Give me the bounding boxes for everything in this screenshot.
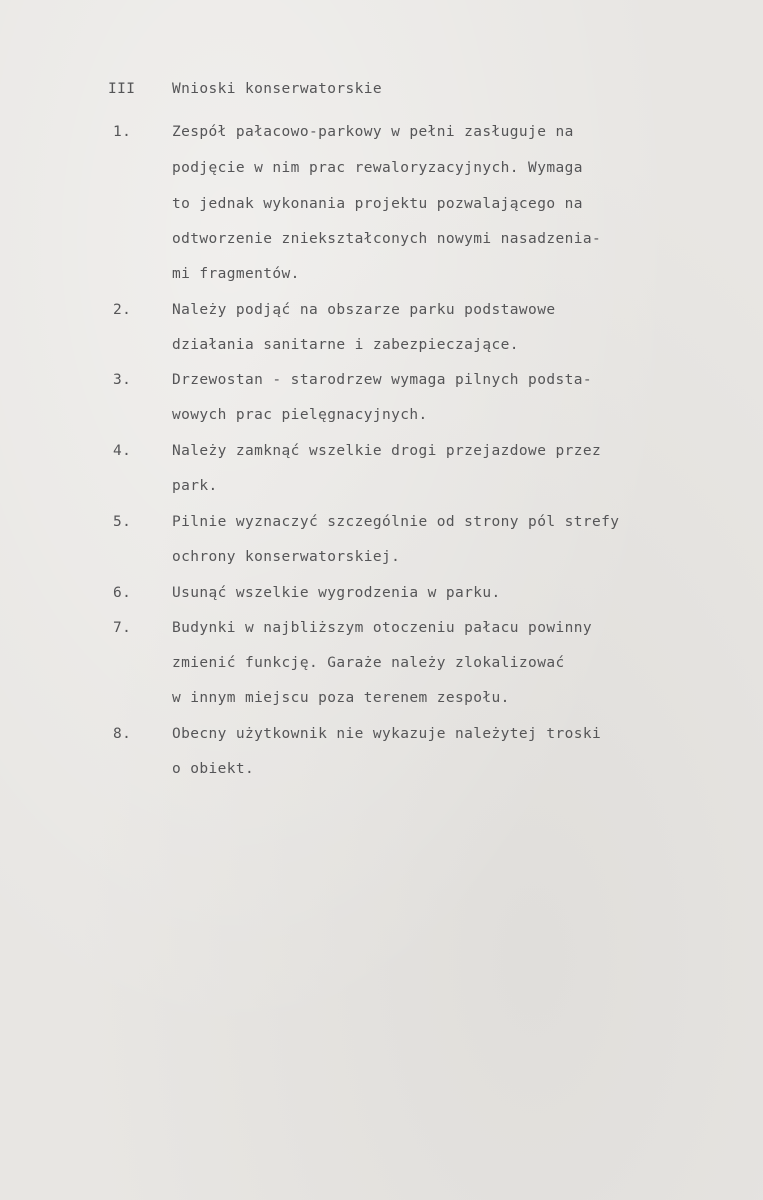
item-number: 7. — [113, 620, 132, 636]
item-text-line: w innym miejscu poza terenem zespołu. — [172, 690, 510, 706]
item-text-line: to jednak wykonania projektu pozwalającego na — [172, 196, 583, 212]
item-text-line: Należy podjąć na obszarze parku podstawowe — [172, 302, 556, 318]
item-text-line: Należy zamknąć wszelkie drogi przejazdowe przez — [172, 443, 602, 459]
item-text-line: Drzewostan - starodrzew wymaga pilnych podsta- — [172, 372, 592, 388]
item-text-line: Obecny użytkownik nie wykazuje należytej troski — [172, 726, 602, 742]
item-number: 3. — [113, 372, 132, 388]
item-text-line: o obiekt. — [172, 761, 255, 777]
item-text-line: Usunąć wszelkie wygrodzenia w parku. — [172, 585, 501, 601]
item-text-line: ochrony konserwatorskiej. — [172, 549, 401, 565]
item-text-line: Zespół pałacowo-parkowy w pełni zasługuje na — [172, 124, 574, 140]
item-text-line: park. — [172, 478, 218, 494]
item-text-line: działania sanitarne i zabezpieczające. — [172, 337, 519, 353]
item-text-line: wowych prac pielęgnacyjnych. — [172, 407, 428, 423]
item-number: 4. — [113, 443, 132, 459]
item-number: 1. — [113, 124, 132, 140]
section-number: III — [108, 81, 136, 97]
item-number: 2. — [113, 302, 132, 318]
item-text-line: odtworzenie zniekształconych nowymi nasadzenia- — [172, 231, 602, 247]
item-text-line: mi fragmentów. — [172, 266, 300, 282]
item-text-line: Pilnie wyznaczyć szczególnie od strony pól strefy — [172, 514, 620, 530]
item-text-line: zmienić funkcję. Garaże należy zlokalizować — [172, 655, 565, 671]
item-text-line: Budynki w najbliższym otoczeniu pałacu powinny — [172, 620, 592, 636]
item-number: 5. — [113, 514, 132, 530]
item-number: 6. — [113, 585, 132, 601]
item-text-line: podjęcie w nim prac rewaloryzacyjnych. Wymaga — [172, 160, 583, 176]
section-title: Wnioski konserwatorskie — [172, 81, 382, 97]
item-number: 8. — [113, 726, 132, 742]
